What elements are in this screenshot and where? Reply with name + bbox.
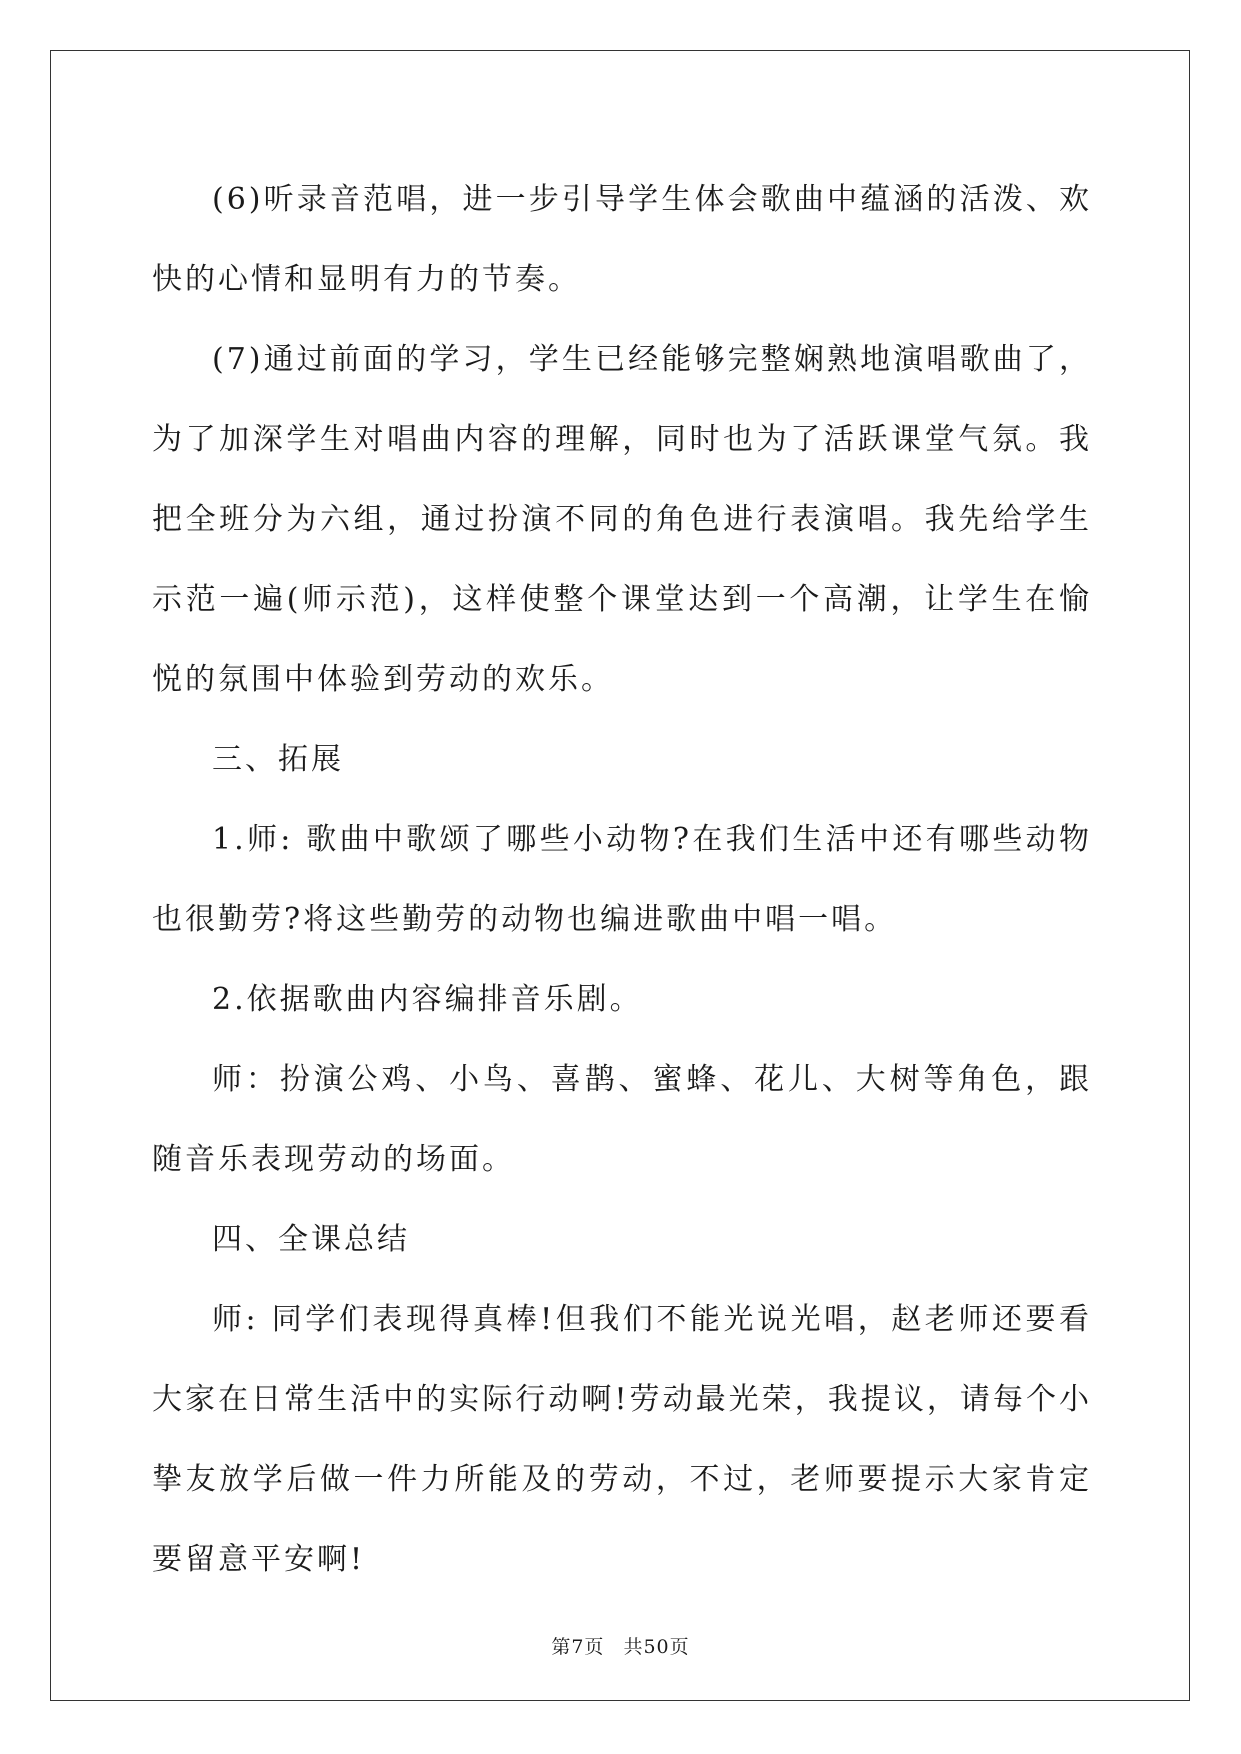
page-footer (0, 1632, 1241, 1659)
paragraph-step-7: (7)通过前面的学习，学生已经能够完整娴熟地演唱歌曲了，为了加深学生对唱曲内容的理解，同时也为了活跃课堂气氛。我把全班分为六组，通过扮演不同的角色进行表演唱。我先给学生示范一遍(师示范)，这样使整个课堂达到一个高潮，让学生在愉悦的氛围中体验到劳动的欢乐。 (152, 342, 1092, 697)
total-pages-label: 共50页 (623, 1636, 690, 1658)
document-body (152, 160, 1092, 1600)
section-heading-summary: 四、全课总结 (212, 1222, 410, 1257)
paragraph-extension-2: 2.依据歌曲内容编排音乐剧。 (212, 982, 643, 1017)
current-page-label: 第7页 (551, 1636, 605, 1658)
section-heading-extension: 三、拓展 (212, 742, 344, 777)
paragraph-step-6: (6)听录音范唱，进一步引导学生体会歌曲中蕴涵的活泼、欢快的心情和显明有力的节奏。 (152, 182, 1092, 297)
paragraph-teacher-roles: 师：扮演公鸡、小鸟、喜鹊、蜜蜂、花儿、大树等角色，跟随音乐表现劳动的场面。 (152, 1062, 1092, 1177)
paragraph-summary: 师: 同学们表现得真棒!但我们不能光说光唱，赵老师还要看大家在日常生活中的实际行动啊!劳动最光荣，我提议，请每个小挚友放学后做一件力所能及的劳动，不过，老师要提示大家肯定要留意平安啊! (152, 1302, 1092, 1577)
paragraph-extension-1: 1.师: 歌曲中歌颂了哪些小动物?在我们生活中还有哪些动物也很勤劳?将这些勤劳的动物也编进歌曲中唱一唱。 (152, 822, 1092, 937)
